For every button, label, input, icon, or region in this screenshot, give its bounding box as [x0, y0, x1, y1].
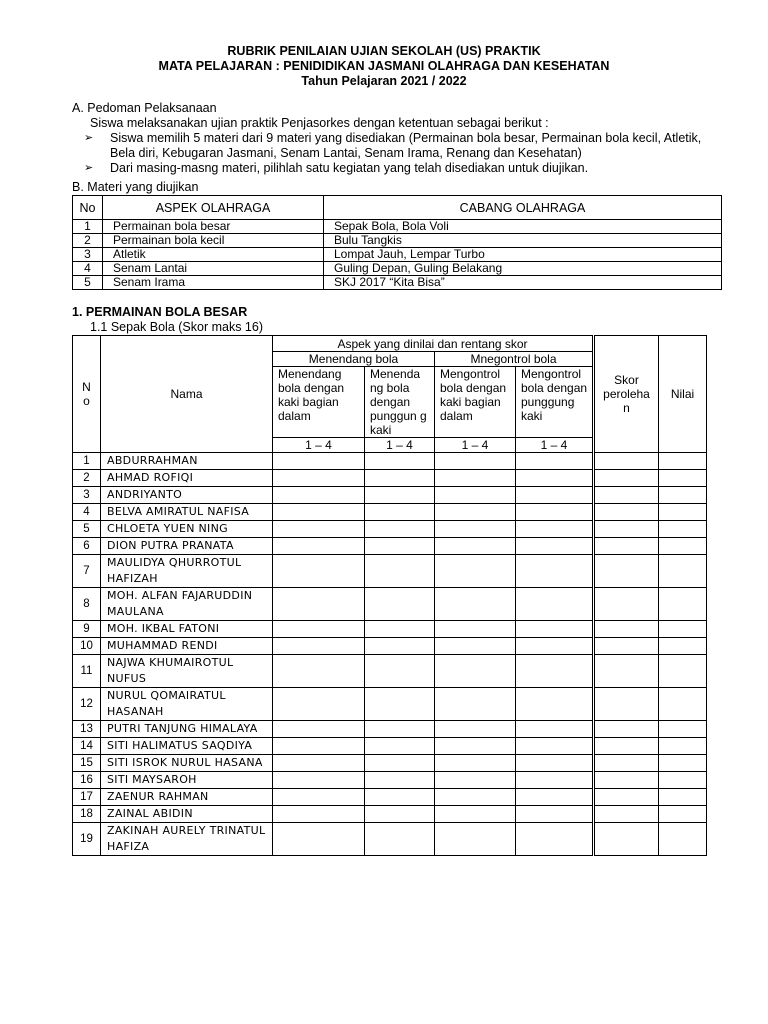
header-name: Nama — [101, 336, 273, 453]
student-no: 12 — [73, 688, 101, 721]
table-row — [73, 638, 707, 655]
total-score-cell[interactable] — [594, 470, 659, 487]
score-cell[interactable] — [365, 688, 435, 721]
table-row — [73, 755, 707, 772]
cell-cabang: Bulu Tangkis — [324, 234, 722, 248]
student-name: CHLOETA YUEN NING — [101, 521, 273, 538]
cell-aspek: Senam Lantai — [103, 262, 324, 276]
student-name: ZAINAL ABIDIN — [101, 806, 273, 823]
student-name: AHMAD ROFIQI — [101, 470, 273, 487]
student-no: 5 — [73, 521, 101, 538]
header-sub-1: Menendang bola dengan kaki bagian dalam — [273, 367, 365, 438]
total-score-cell[interactable] — [594, 453, 659, 470]
score-cell[interactable] — [365, 721, 435, 738]
header-aspect: Aspek yang dinilai dan rentang skor — [273, 336, 594, 352]
score-cell[interactable] — [516, 555, 594, 588]
total-score-cell[interactable] — [594, 772, 659, 789]
nilai-cell[interactable] — [659, 538, 707, 555]
score-cell[interactable] — [435, 521, 516, 538]
header-range: 1 – 4 — [435, 438, 516, 453]
score-cell[interactable] — [435, 504, 516, 521]
table-row — [73, 621, 707, 638]
table-row — [73, 220, 722, 234]
nilai-cell[interactable] — [659, 621, 707, 638]
score-cell[interactable] — [516, 621, 594, 638]
header-sub-3: Mengontrol bola dengan kaki bagian dalam — [435, 367, 516, 438]
score-cell[interactable] — [365, 504, 435, 521]
score-cell[interactable] — [273, 588, 365, 621]
score-cell[interactable] — [516, 755, 594, 772]
score-cell[interactable] — [435, 789, 516, 806]
score-cell[interactable] — [435, 823, 516, 856]
nilai-cell[interactable] — [659, 772, 707, 789]
score-cell[interactable] — [516, 738, 594, 755]
total-score-cell[interactable] — [594, 521, 659, 538]
table-row — [73, 688, 707, 721]
score-cell[interactable] — [365, 538, 435, 555]
score-cell[interactable] — [365, 755, 435, 772]
total-score-cell[interactable] — [594, 538, 659, 555]
student-no: 19 — [73, 823, 101, 856]
nilai-cell[interactable] — [659, 487, 707, 504]
student-name: MAULIDYA QHURROTUL HAFIZAH — [101, 555, 273, 588]
student-no: 14 — [73, 738, 101, 755]
nilai-cell[interactable] — [659, 738, 707, 755]
header-no: No — [73, 196, 103, 220]
score-cell[interactable] — [435, 688, 516, 721]
score-cell[interactable] — [516, 789, 594, 806]
score-cell[interactable] — [435, 621, 516, 638]
cell-no: 5 — [73, 276, 103, 290]
document-title — [0, 44, 768, 89]
student-no: 13 — [73, 721, 101, 738]
header-range: 1 – 4 — [365, 438, 435, 453]
section-a-bullet — [84, 161, 712, 176]
score-cell[interactable] — [435, 755, 516, 772]
student-name: SITI HALIMATUS SAQDIYA — [101, 738, 273, 755]
score-cell[interactable] — [365, 453, 435, 470]
header-aspek: ASPEK OLAHRAGA — [103, 196, 324, 220]
score-cell[interactable] — [365, 470, 435, 487]
table-row — [73, 504, 707, 521]
score-cell[interactable] — [516, 453, 594, 470]
score-cell[interactable] — [273, 470, 365, 487]
table-row — [73, 555, 707, 588]
score-cell[interactable] — [516, 655, 594, 688]
table-row — [73, 487, 707, 504]
score-cell[interactable] — [516, 806, 594, 823]
student-no: 3 — [73, 487, 101, 504]
table-row — [73, 789, 707, 806]
student-name: ZAENUR RAHMAN — [101, 789, 273, 806]
student-no: 17 — [73, 789, 101, 806]
title-line-1: RUBRIK PENILAIAN UJIAN SEKOLAH (US) PRAKTIK — [227, 44, 541, 58]
score-cell[interactable] — [365, 738, 435, 755]
total-score-cell[interactable] — [594, 755, 659, 772]
student-name: PUTRI TANJUNG HIMALAYA — [101, 721, 273, 738]
table-row — [73, 806, 707, 823]
section-a-intro: Siswa melaksanakan ujian praktik Penjasorkes dengan ketentuan sebagai berikut : — [90, 116, 549, 130]
bullet-text: Dari masing-masng materi, pilihlah satu kegiatan yang telah disediakan untuk diujikan. — [110, 161, 589, 175]
total-score-cell[interactable] — [594, 806, 659, 823]
score-cell[interactable] — [273, 504, 365, 521]
header-sub-4: Mengontrol bola dengan punggung kaki — [516, 367, 594, 438]
student-name: DION PUTRA PRANATA — [101, 538, 273, 555]
score-cell[interactable] — [365, 772, 435, 789]
score-cell[interactable] — [365, 823, 435, 856]
student-name: SITI MAYSAROH — [101, 772, 273, 789]
total-score-cell[interactable] — [594, 738, 659, 755]
cell-aspek: Permainan bola besar — [103, 220, 324, 234]
score-cell[interactable] — [273, 755, 365, 772]
student-no: 15 — [73, 755, 101, 772]
table-row — [73, 262, 722, 276]
score-cell[interactable] — [365, 655, 435, 688]
nilai-cell[interactable] — [659, 504, 707, 521]
table-row — [73, 234, 722, 248]
nilai-cell[interactable] — [659, 755, 707, 772]
student-name: ABDURRAHMAN — [101, 453, 273, 470]
title-line-2: MATA PELAJARAN : PENIDIDIKAN JASMANI OLAHRAGA DAN KESEHATAN — [158, 59, 610, 73]
cell-cabang: SKJ 2017 “Kita Bisa” — [324, 276, 722, 290]
header-group-menendang: Menendang bola — [273, 352, 435, 367]
total-score-cell[interactable] — [594, 688, 659, 721]
header-range: 1 – 4 — [516, 438, 594, 453]
header-group-mengontrol: Mnegontrol bola — [435, 352, 594, 367]
cell-aspek: Atletik — [103, 248, 324, 262]
nilai-cell[interactable] — [659, 789, 707, 806]
score-cell[interactable] — [516, 588, 594, 621]
score-cell[interactable] — [435, 721, 516, 738]
title-line-3: Tahun Pelajaran 2021 / 2022 — [301, 74, 467, 88]
header-no: N o — [73, 336, 101, 453]
section-b-heading: B. Materi yang diujikan — [72, 180, 199, 194]
student-no: 9 — [73, 621, 101, 638]
score-cell[interactable] — [273, 621, 365, 638]
header-score: Skor peroleha n — [594, 336, 659, 453]
total-score-cell[interactable] — [594, 638, 659, 655]
student-name: NURUL QOMAIRATUL HASANAH — [101, 688, 273, 721]
score-cell[interactable] — [516, 521, 594, 538]
nilai-cell[interactable] — [659, 470, 707, 487]
score-cell[interactable] — [365, 521, 435, 538]
total-score-cell[interactable] — [594, 823, 659, 856]
section-a — [72, 101, 712, 176]
score-cell[interactable] — [273, 789, 365, 806]
score-cell[interactable] — [435, 470, 516, 487]
header-nilai: Nilai — [659, 336, 707, 453]
table-row — [73, 588, 707, 621]
section-a-bullet — [84, 131, 712, 161]
student-no: 11 — [73, 655, 101, 688]
score-cell[interactable] — [273, 738, 365, 755]
table-row — [73, 655, 707, 688]
section-1-heading: 1. PERMAINAN BOLA BESAR — [72, 305, 248, 319]
total-score-cell[interactable] — [594, 487, 659, 504]
score-cell[interactable] — [365, 621, 435, 638]
student-name: ZAKINAH AURELY TRINATUL HAFIZA — [101, 823, 273, 856]
score-cell[interactable] — [435, 806, 516, 823]
nilai-cell[interactable] — [659, 638, 707, 655]
score-cell[interactable] — [435, 487, 516, 504]
score-cell[interactable] — [516, 772, 594, 789]
nilai-cell[interactable] — [659, 806, 707, 823]
arrow-bullet-icon: ➢ — [84, 162, 94, 174]
student-name: MUHAMMAD RENDI — [101, 638, 273, 655]
student-name: ANDRIYANTO — [101, 487, 273, 504]
score-cell[interactable] — [365, 789, 435, 806]
student-no: 18 — [73, 806, 101, 823]
total-score-cell[interactable] — [594, 588, 659, 621]
score-cell[interactable] — [273, 638, 365, 655]
score-cell[interactable] — [273, 655, 365, 688]
nilai-cell[interactable] — [659, 588, 707, 621]
nilai-cell[interactable] — [659, 655, 707, 688]
score-cell[interactable] — [516, 504, 594, 521]
total-score-cell[interactable] — [594, 721, 659, 738]
score-cell[interactable] — [516, 538, 594, 555]
nilai-cell[interactable] — [659, 823, 707, 856]
score-cell[interactable] — [273, 521, 365, 538]
score-cell[interactable] — [516, 470, 594, 487]
cell-no: 3 — [73, 248, 103, 262]
score-cell[interactable] — [365, 555, 435, 588]
header-sub-2: Menenda ng bola dengan punggun g kaki — [365, 367, 435, 438]
table-row — [73, 538, 707, 555]
arrow-bullet-icon: ➢ — [84, 132, 94, 144]
score-cell[interactable] — [365, 806, 435, 823]
student-name: SITI ISROK NURUL HASANA — [101, 755, 273, 772]
bullet-text: Siswa memilih 5 materi dari 9 materi yang disediakan (Permainan bola besar, Permainan bola kecil, Atletik, Bela diri, Kebugaran Jasmani, Senam Lantai, Senam Irama, Renang dan Kesehatan) — [110, 131, 702, 160]
score-cell[interactable] — [365, 638, 435, 655]
score-cell[interactable] — [273, 453, 365, 470]
score-cell[interactable] — [516, 688, 594, 721]
score-cell[interactable] — [273, 806, 365, 823]
score-cell[interactable] — [516, 487, 594, 504]
score-cell[interactable] — [273, 823, 365, 856]
score-cell[interactable] — [273, 721, 365, 738]
nilai-cell[interactable] — [659, 688, 707, 721]
score-cell[interactable] — [516, 823, 594, 856]
score-cell[interactable] — [435, 655, 516, 688]
score-table — [72, 335, 707, 856]
score-cell[interactable] — [435, 555, 516, 588]
score-cell[interactable] — [273, 688, 365, 721]
student-no: 4 — [73, 504, 101, 521]
header-cabang: CABANG OLAHRAGA — [324, 196, 722, 220]
total-score-cell[interactable] — [594, 621, 659, 638]
student-no: 16 — [73, 772, 101, 789]
table-row — [73, 453, 707, 470]
table-row — [73, 823, 707, 856]
score-cell[interactable] — [435, 772, 516, 789]
cell-aspek: Senam Irama — [103, 276, 324, 290]
score-cell[interactable] — [435, 738, 516, 755]
materials-table — [72, 195, 722, 290]
table-row — [73, 248, 722, 262]
score-cell[interactable] — [273, 772, 365, 789]
student-name: MOH. IKBAL FATONI — [101, 621, 273, 638]
student-no: 10 — [73, 638, 101, 655]
total-score-cell[interactable] — [594, 504, 659, 521]
cell-no: 1 — [73, 220, 103, 234]
nilai-cell[interactable] — [659, 721, 707, 738]
score-cell[interactable] — [435, 638, 516, 655]
cell-no: 2 — [73, 234, 103, 248]
table-row — [73, 772, 707, 789]
nilai-cell[interactable] — [659, 521, 707, 538]
section-1-1-heading: 1.1 Sepak Bola (Skor maks 16) — [90, 320, 263, 334]
cell-cabang: Sepak Bola, Bola Voli — [324, 220, 722, 234]
student-name: NAJWA KHUMAIROTUL NUFUS — [101, 655, 273, 688]
student-no: 2 — [73, 470, 101, 487]
student-name: MOH. ALFAN FAJARUDDIN MAULANA — [101, 588, 273, 621]
header-range: 1 – 4 — [273, 438, 365, 453]
cell-cabang: Lompat Jauh, Lempar Turbo — [324, 248, 722, 262]
student-no: 1 — [73, 453, 101, 470]
score-cell[interactable] — [435, 588, 516, 621]
student-name: BELVA AMIRATUL NAFISA — [101, 504, 273, 521]
student-rows — [73, 453, 707, 856]
total-score-cell[interactable] — [594, 789, 659, 806]
score-cell[interactable] — [365, 588, 435, 621]
nilai-cell[interactable] — [659, 453, 707, 470]
score-cell[interactable] — [435, 538, 516, 555]
score-cell[interactable] — [516, 721, 594, 738]
total-score-cell[interactable] — [594, 555, 659, 588]
nilai-cell[interactable] — [659, 555, 707, 588]
score-cell[interactable] — [273, 487, 365, 504]
table-row — [73, 276, 722, 290]
total-score-cell[interactable] — [594, 655, 659, 688]
table-row — [73, 738, 707, 755]
cell-cabang: Guling Depan, Guling Belakang — [324, 262, 722, 276]
score-cell[interactable] — [516, 638, 594, 655]
student-no: 6 — [73, 538, 101, 555]
student-no: 7 — [73, 555, 101, 588]
table-row — [73, 721, 707, 738]
cell-aspek: Permainan bola kecil — [103, 234, 324, 248]
student-no: 8 — [73, 588, 101, 621]
cell-no: 4 — [73, 262, 103, 276]
table-row — [73, 521, 707, 538]
score-cell[interactable] — [365, 487, 435, 504]
score-cell[interactable] — [435, 453, 516, 470]
score-cell[interactable] — [273, 538, 365, 555]
score-cell[interactable] — [273, 555, 365, 588]
table-row — [73, 470, 707, 487]
section-a-heading: A. Pedoman Pelaksanaan — [72, 101, 217, 115]
